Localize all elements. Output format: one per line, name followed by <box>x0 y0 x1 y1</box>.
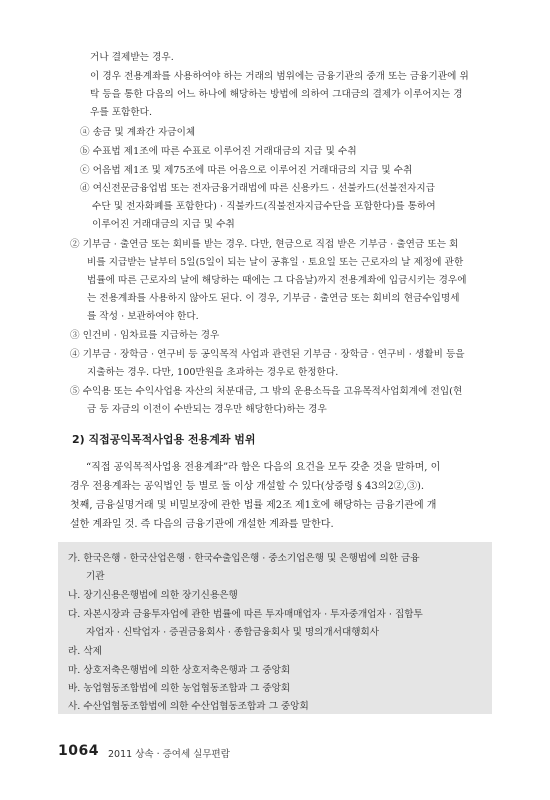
list-item: ⓒ 어음법 제1조 및 제75조에 따른 어음으로 이루어진 거래대금의 지급 및 수취 <box>80 165 413 176</box>
list-item-continuation: 수단 및 전자화폐를 포함한다) · 직불카드(직불전자지급수단을 포함한다)를 통하여 <box>92 201 436 212</box>
list-item: ③ 인건비 · 임차료를 지급하는 경우 <box>70 330 220 341</box>
section-heading: 2) 직접공익목적사업용 전용계좌 범위 <box>72 433 256 446</box>
list-item: ⓑ 수표법 제1조에 따른 수표로 이루어진 거래대금의 지급 및 수취 <box>80 146 357 157</box>
institution-item: 라. 삭제 <box>68 646 102 657</box>
list-item: ④ 기부금 · 장학금 · 연구비 등 공익목적 사업과 관련된 기부금 · 장학금 · 연구비 · 생활비 등을 <box>70 349 465 360</box>
institution-item: 바. 농업협동조합법에 의한 농업협동조합과 그 중앙회 <box>68 683 291 694</box>
body-line: 이 경우 전용계좌를 사용하여야 하는 거래의 범위에는 금융기관의 중개 또는 금융기관에 위 <box>90 71 469 82</box>
institution-item: 다. 자본시장과 금융투자업에 관한 법률에 따른 투자매매업자 · 투자중개업자 · 집합투 <box>68 609 423 620</box>
list-item: ⑤ 수익용 또는 수익사업용 자산의 처분대금, 그 밖의 운용소득을 고유목적사업회계에 전입(현 <box>70 386 463 397</box>
institution-item: 마. 상호저축은행법에 의한 상호저축은행과 그 중앙회 <box>68 665 291 676</box>
list-item-continuation: 법률에 따른 근로자의 날에 해당하는 때에는 그 다음날)까지 전용계좌에 입금시키는 경우에 <box>87 275 467 286</box>
paragraph-line: 첫째, 금융실명거래 및 비밀보장에 관한 법률 제2조 제1호에 해당하는 금융기관에 개 <box>70 500 437 511</box>
body-line: 탁 등을 통한 다음의 어느 하나에 해당하는 방법에 의하여 그대금의 결제가 이루어지는 경 <box>90 89 463 100</box>
list-item-continuation: 비를 지급받는 날부터 5일(5일이 되는 날이 공휴일 · 토요일 또는 근로자의 날 제정에 관한 <box>87 257 464 268</box>
paragraph-line: “직접 공익목적사업용 전용계좌”라 함은 다음의 요건을 모두 갖춘 것을 말하며, 이 <box>86 462 441 473</box>
page-number: 1064 <box>58 743 99 759</box>
paragraph-line: 경우 전용계좌는 공익법인 등 별로 둘 이상 개설할 수 있다(상증령 § 43의2②,③). <box>70 481 425 492</box>
list-item: ② 기부금 · 출연금 또는 회비를 받는 경우. 다만, 현금으로 직접 받은 기부금 · 출연금 또는 회 <box>70 239 459 250</box>
list-item-continuation: 를 작성 · 보관하여야 한다. <box>87 311 199 322</box>
institution-list-box <box>58 542 492 714</box>
list-item-continuation: 는 전용계좌를 사용하지 않아도 된다. 이 경우, 기부금 · 출연금 또는 회비의 현금수입명세 <box>87 293 460 304</box>
institution-item-continuation: 기관 <box>86 571 105 582</box>
running-footer-title: 2011 상속 · 증여세 실무편람 <box>108 749 230 760</box>
institution-item-continuation: 자업자 · 신탁업자 · 증권금융회사 · 종합금융회사 및 명의개서대행회사 <box>86 627 380 638</box>
body-line: 거나 결제받는 경우. <box>90 52 174 63</box>
list-item: ⓐ 송금 및 계좌간 자금이체 <box>80 127 196 138</box>
list-item: ⓓ 여신전문금융업법 또는 전자금융거래법에 따른 신용카드 · 선불카드(선불전자지급 <box>80 183 436 194</box>
institution-item: 나. 장기신용은행법에 의한 장기신용은행 <box>68 590 238 601</box>
list-item-continuation: 지출하는 경우. 다만, 100만원을 초과하는 경우로 한정한다. <box>87 367 339 378</box>
list-item-continuation: 이루어진 거래대금의 지급 및 수취 <box>92 219 235 230</box>
list-item-continuation: 금 등 자금의 이전이 수반되는 경우만 해당한다)하는 경우 <box>87 404 327 415</box>
institution-item: 사. 수산업협동조합법에 의한 수산업협동조합과 그 중앙회 <box>68 701 309 712</box>
body-line: 우를 포함한다. <box>90 107 153 118</box>
institution-item: 가. 한국은행 · 한국산업은행 · 한국수출입은행 · 중소기업은행 및 은행법에 의한 금융 <box>68 553 420 564</box>
paragraph-line: 설한 계좌일 것. 즉 다음의 금융기관에 개설한 계좌를 말한다. <box>70 519 334 530</box>
